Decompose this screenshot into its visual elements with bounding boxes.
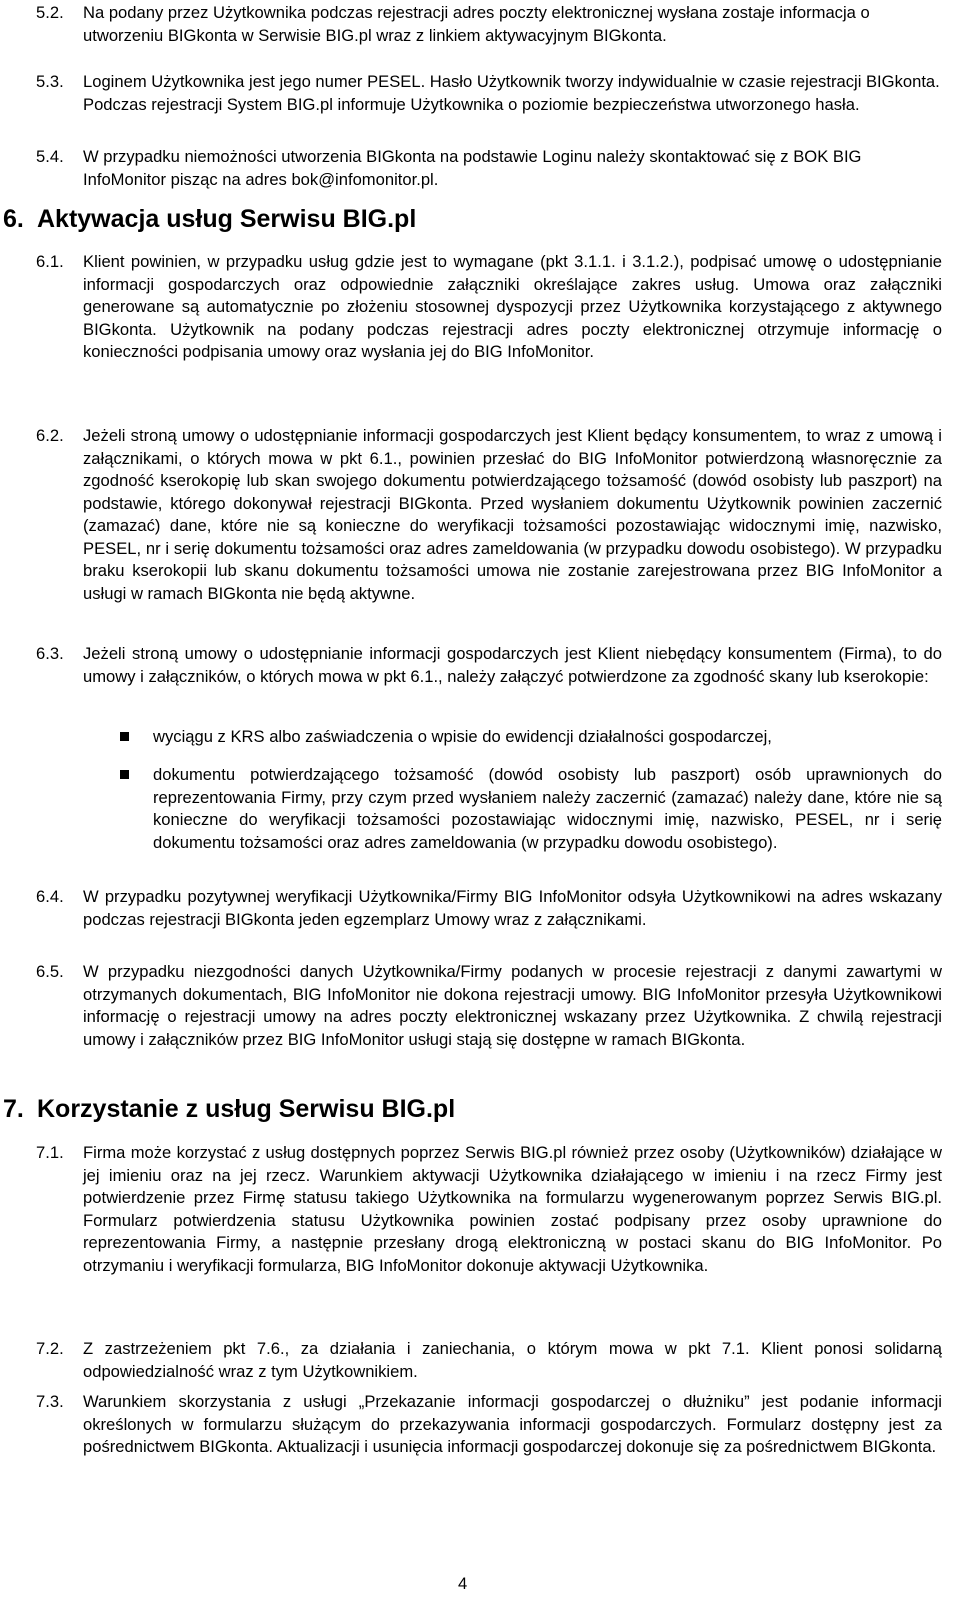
paragraph-text: Na podany przez Użytkownika podczas rejestracji adres poczty elektronicznej wysłana zostaje informacja o utworzeniu BIGkonta w Serwisie BIG.pl wraz z linkiem aktywacyjnym BIGkonta.	[83, 3, 870, 45]
paragraph-number: 6.1.	[36, 252, 64, 271]
page-number: 4	[458, 1574, 468, 1593]
list-item-text: wyciągu z KRS albo zaświadczenia o wpisie do ewidencji działalności gospodarczej,	[153, 727, 772, 746]
paragraph-text: Jeżeli stroną umowy o udostępnianie informacji gospodarczych jest Klient niebędący konsumentem (Firma), to do umowy i załączników, o których mowa w pkt 6.1., należy załączyć potwierdzone za zgodność skany lub kserokopie:	[83, 644, 942, 686]
paragraph-number: 6.4.	[36, 887, 64, 906]
paragraph-6-1	[36, 251, 942, 364]
bullet-square-icon	[120, 770, 129, 779]
heading-title: Korzystanie z usług Serwisu BIG.pl	[37, 1095, 456, 1123]
paragraph-text: W przypadku niemożności utworzenia BIGkonta na podstawie Loginu należy skontaktować się z BOK BIG InfoMonitor pisząc na adres bok@infomonitor.pl.	[83, 147, 862, 189]
paragraph-6-2	[36, 425, 942, 605]
paragraph-number: 7.2.	[36, 1339, 64, 1358]
paragraph-number: 6.3.	[36, 644, 64, 663]
paragraph-number: 5.2.	[36, 3, 64, 22]
paragraph-text: W przypadku pozytywnej weryfikacji Użytkownika/Firmy BIG InfoMonitor odsyła Użytkownikowi na adres wskazany podczas rejestracji BIGkonta jeden egzemplarz Umowy wraz z załącznikami.	[83, 887, 942, 929]
paragraph-text: Firma może korzystać z usług dostępnych poprzez Serwis BIG.pl również przez osoby (Użytkowników) działające w jej imieniu oraz na jej rzecz. Warunkiem aktywacji Użytkownika działającego w imieniu i na rzecz Firmy jest potwierdzenie przez Firmę statusu takiego Użytkownika na formularzu wygenerowanym poprzez Serwis BIG.pl. Formularz potwierdzenia statusu Użytkownika powinien zostać podpisany przez osoby uprawnione do reprezentowania Firmy, a następnie przesłany drogą elektroniczną w postaci skanu do BIG InfoMonitor. Po otrzymaniu i weryfikacji formularza, BIG InfoMonitor dokonuje aktywacji Użytkownika.	[83, 1143, 942, 1275]
heading-number: 7.	[3, 1095, 24, 1123]
paragraph-text: Z zastrzeżeniem pkt 7.6., za działania i zaniechania, o którym mowa w pkt 7.1. Klient ponosi solidarną odpowiedzialność wraz z tym Użytkownikiem.	[83, 1339, 942, 1381]
paragraph-number: 7.3.	[36, 1392, 64, 1411]
paragraph-text: Warunkiem skorzystania z usługi „Przekazanie informacji gospodarczej o dłużniku” jest podanie informacji określonych w formularzu służącym do przekazywania informacji gospodarczych. Formularz dostępny jest za pośrednictwem BIGkonta. Aktualizacji i usunięcia informacji gospodarczej dokonuje się za pośrednictwem BIGkonta.	[83, 1392, 942, 1456]
paragraph-6-5	[36, 961, 942, 1051]
paragraph-text: W przypadku niezgodności danych Użytkownika/Firmy podanych w procesie rejestracji z danymi zawartymi w otrzymanych dokumentach, BIG InfoMonitor nie dokona rejestracji umowy. BIG InfoMonitor przesyła Użytkownikowi informację o rejestracji umowy na adres poczty elektronicznej wskazany przez Użytkownika. Z chwilą rejestracji umowy i załączników przez BIG InfoMonitor usługi stają się dostępne w ramach BIGkonta.	[83, 962, 942, 1049]
list-item	[120, 764, 942, 854]
paragraph-number: 7.1.	[36, 1143, 64, 1162]
section-heading-7	[3, 1094, 455, 1124]
paragraph-7-3	[36, 1391, 942, 1459]
bullet-square-icon	[120, 732, 129, 741]
paragraph-number: 6.5.	[36, 962, 64, 981]
paragraph-number: 5.4.	[36, 147, 64, 166]
paragraph-number: 5.3.	[36, 72, 64, 91]
paragraph-7-2	[36, 1338, 942, 1383]
paragraph-5-3	[36, 71, 942, 116]
paragraph-text: Klient powinien, w przypadku usług gdzie jest to wymagane (pkt 3.1.1. i 3.1.2.), podpisać umowę o udostępnianie informacji gospodarczych oraz odpowiednie załączniki określające zakres usług. Umowa oraz załączniki generowane są automatycznie po złożeniu stosownej dyspozycji przez Użytkownika korzystającego z aktywnego BIGkonta. Użytkownik na podany podczas rejestracji adres poczty elektronicznej otrzymuje informację o konieczności podpisania umowy oraz wysłania jej do BIG InfoMonitor.	[83, 252, 942, 361]
section-heading-6	[3, 204, 416, 234]
paragraph-number: 6.2.	[36, 426, 64, 445]
paragraph-5-4	[36, 146, 942, 191]
paragraph-6-4	[36, 886, 942, 931]
heading-number: 6.	[3, 205, 24, 233]
list-item	[120, 726, 942, 749]
paragraph-6-3	[36, 643, 942, 688]
heading-title: Aktywacja usług Serwisu BIG.pl	[37, 205, 417, 233]
paragraph-text: Loginem Użytkownika jest jego numer PESEL. Hasło Użytkownik tworzy indywidualnie w czasie rejestracji BIGkonta. Podczas rejestracji System BIG.pl informuje Użytkownika o poziomie bezpieczeństwa utworzonego hasła.	[83, 72, 940, 114]
paragraph-5-2	[36, 2, 942, 47]
paragraph-text: Jeżeli stroną umowy o udostępnianie informacji gospodarczych jest Klient będący konsumentem, to wraz z umową i załącznikami, o których mowa w pkt 6.1., powinien przesłać do BIG InfoMonitor potwierdzoną własnoręcznie za zgodność kserokopię lub skan swojego dokumentu potwierdzającego tożsamość (dowód osobisty lub paszport) na podstawie, którego dokonywał rejestracji BIGkonta. Przed wysłaniem dokumentu Użytkownik powinien zaczernić (zamazać) dane, które nie są konieczne do weryfikacji tożsamości pozostawiając widocznymi imię, nazwisko, PESEL, nr i serię dokumentu tożsamości oraz adres zameldowania (w przypadku dowodu osobistego). W przypadku braku kserokopii lub skanu dokumentu tożsamości umowa nie zostanie zarejestrowana przez BIG InfoMonitor a usługi w ramach BIGkonta nie będą aktywne.	[83, 426, 942, 603]
paragraph-7-1	[36, 1142, 942, 1277]
list-item-text: dokumentu potwierdzającego tożsamość (dowód osobisty lub paszport) osób uprawnionych do reprezentowania Firmy, przy czym przed wysłaniem należy zaczernić (zamazać) należy dane, które nie są konieczne do weryfikacji tożsamości pozostawiając widocznymi imię, nazwisko, PESEL, nr i serię dokumentu tożsamości oraz adres zameldowania (w przypadku dowodu osobistego).	[153, 765, 942, 852]
